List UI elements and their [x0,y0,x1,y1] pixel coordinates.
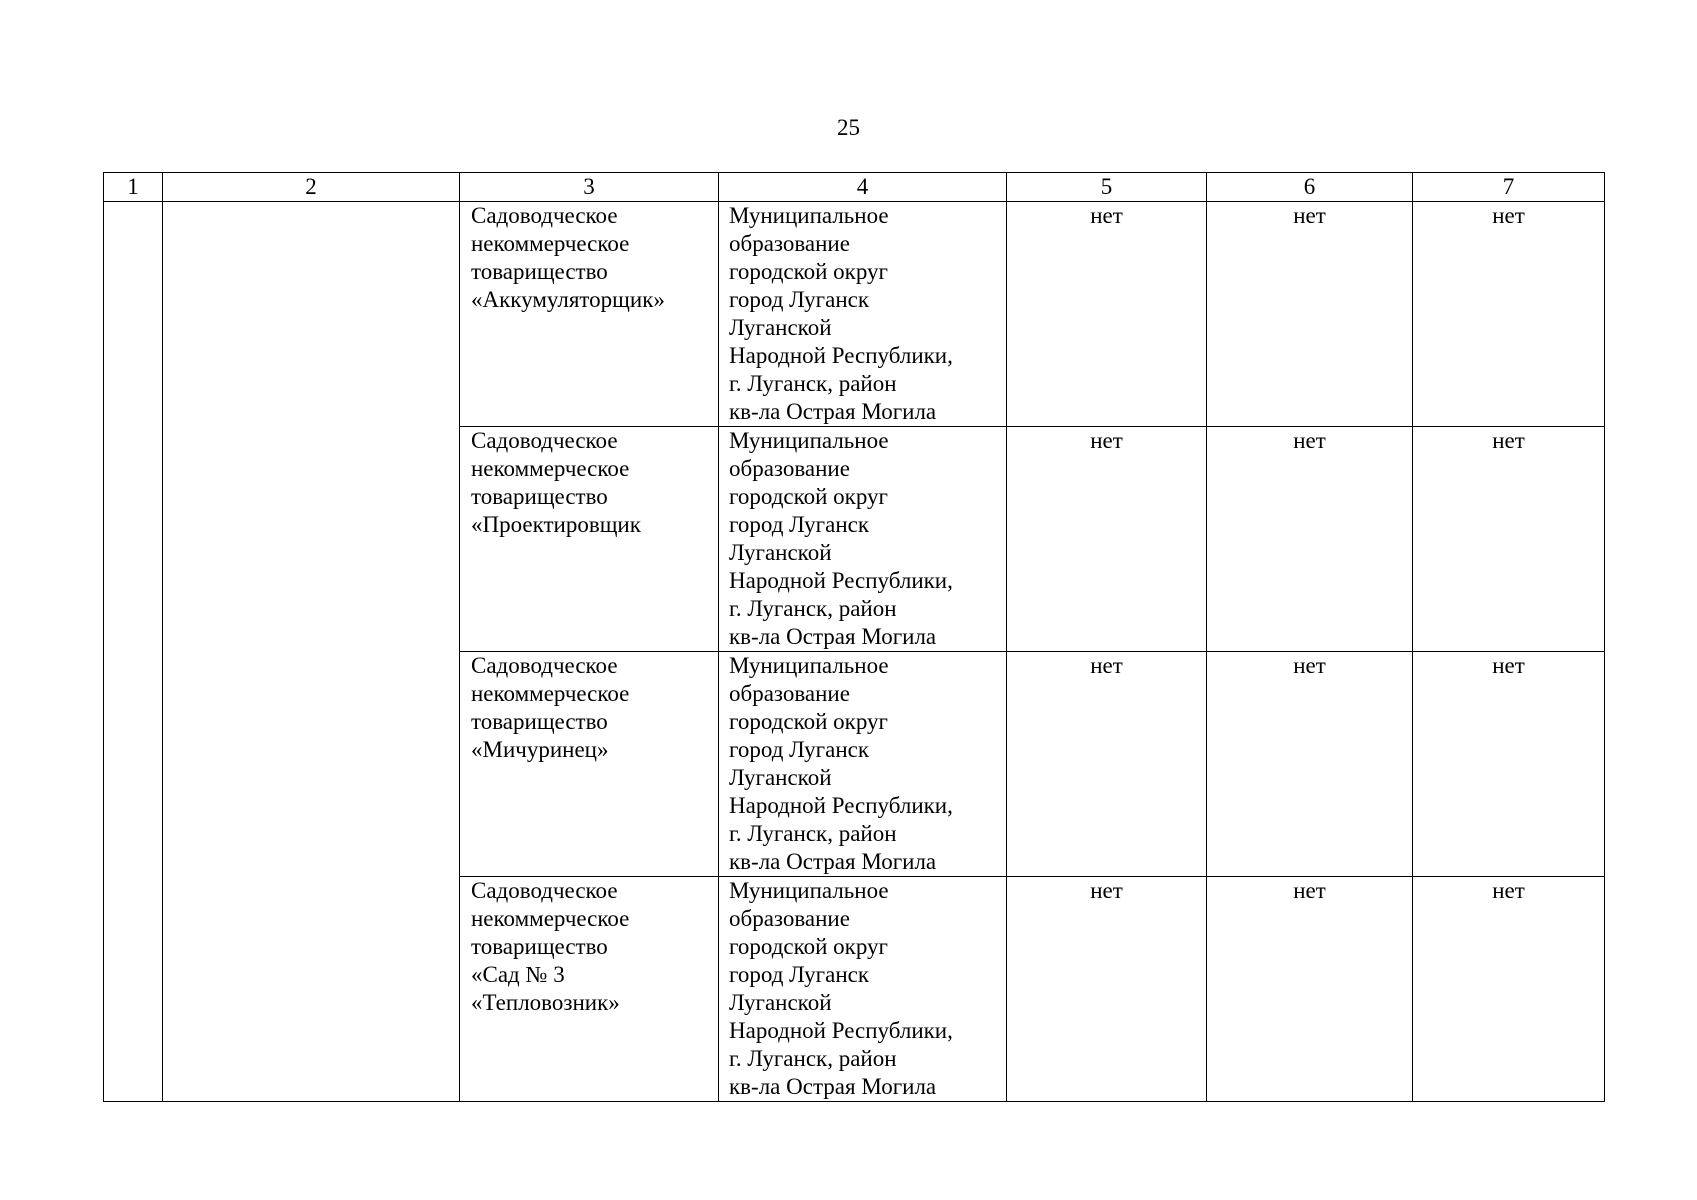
table-header-row [104,173,1605,202]
location-cell [719,202,1007,427]
column-5-value: нет [1007,652,1207,877]
table-row [104,202,1605,427]
column-7-value: нет [1413,427,1605,652]
location-cell [719,427,1007,652]
column-header-4: 4 [719,173,1007,202]
column-7-value: нет [1413,202,1605,427]
organization-name-cell [460,202,719,427]
column-6-value: нет [1207,652,1413,877]
location-text: Муниципальное образование городской округ город Луганск Луганской Народной Республики, г. Луганск, район кв-ла Острая Могила [729,428,953,649]
column-6-value: нет [1207,202,1413,427]
cell-column-2-empty [163,202,460,1102]
page-number: 25 [837,115,860,140]
column-header-5: 5 [1007,173,1207,202]
organization-name: Садоводческое некоммерческое товарищество «Мичуринец» [471,653,630,762]
column-7-value: нет [1413,877,1605,1102]
organization-name-cell [460,652,719,877]
column-5-value: нет [1007,427,1207,652]
organization-name-cell [460,877,719,1102]
location-text: Муниципальное образование городской округ город Луганск Луганской Народной Республики, г. Луганск, район кв-ла Острая Могила [729,203,953,424]
column-7-value: нет [1413,652,1605,877]
organization-name: Садоводческое некоммерческое товарищество «Проектировщик [471,428,641,537]
location-cell [719,652,1007,877]
location-text: Муниципальное образование городской округ город Луганск Луганской Народной Республики, г. Луганск, район кв-ла Острая Могила [729,878,953,1099]
column-5-value: нет [1007,877,1207,1102]
column-header-7: 7 [1413,173,1605,202]
organization-name: Садоводческое некоммерческое товарищество «Аккумуляторщик» [471,203,665,312]
column-5-value: нет [1007,202,1207,427]
column-header-6: 6 [1207,173,1413,202]
cell-column-1-empty [104,202,163,1102]
column-header-3: 3 [460,173,719,202]
location-cell [719,877,1007,1102]
column-header-1: 1 [104,173,163,202]
column-6-value: нет [1207,427,1413,652]
organization-name: Садоводческое некоммерческое товарищество «Сад № 3 «Тепловозник» [471,878,630,1015]
organization-name-cell [460,427,719,652]
location-text: Муниципальное образование городской округ город Луганск Луганской Народной Республики, г. Луганск, район кв-ла Острая Могила [729,653,953,874]
registry-table [103,172,1605,1102]
column-6-value: нет [1207,877,1413,1102]
column-header-2: 2 [163,173,460,202]
